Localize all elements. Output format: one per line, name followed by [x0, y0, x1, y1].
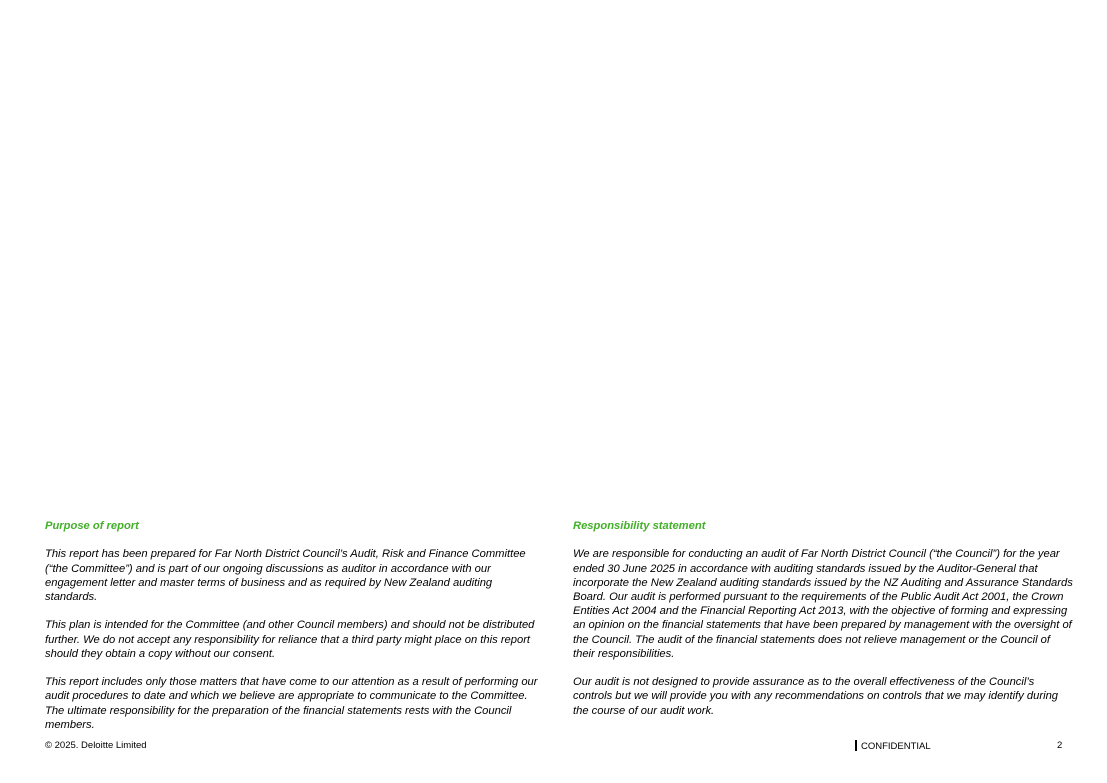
purpose-paragraph-3: This report includes only those matters that have come to our attention as a result of performing our audit procedures to date and which we believe are appropriate to communicate to the Committee. The ultimate responsibility for the preparation of the financial statements rests with the Council members.	[45, 676, 538, 731]
purpose-of-report-section	[45, 519, 545, 746]
responsibility-heading: Responsibility statement	[573, 520, 706, 532]
purpose-paragraph-1: This report has been prepared for Far North District Council’s Audit, Risk and Finance Committee (“the Committee”) and is part of our ongoing discussions as auditor in accordance with our engagement letter and master terms of business and as required by New Zealand auditing standards.	[45, 548, 526, 603]
purpose-heading: Purpose of report	[45, 520, 139, 532]
separator-bar	[855, 740, 857, 751]
footer-classification	[855, 740, 931, 752]
page-number: 2	[1057, 740, 1063, 751]
responsibility-paragraph-1: We are responsible for conducting an audit of Far North District Council (“the Council”) for the year ended 30 June 2025 in accordance with auditing standards issued by the Auditor-General that incorporate the New Zealand auditing standards issued by the NZ Auditing and Assurance Standards Board. Our audit is performed pursuant to the requirements of the Public Audit Act 2001, the Crown Entities Act 2004 and the Financial Reporting Act 2013, with the objective of forming and expressing an opinion on the financial statements that have been prepared by management with the oversight of the Council. The audit of the financial statements does not relieve management or the Council of their responsibilities.	[573, 548, 1073, 660]
responsibility-statement-section	[573, 519, 1073, 732]
classification-label: CONFIDENTIAL	[861, 741, 931, 752]
responsibility-paragraph-2: Our audit is not designed to provide assurance as to the overall effectiveness of the Council’s controls but we will provide you with any recommendations on controls that we may identify during the course of our audit work.	[573, 676, 1059, 717]
footer-copyright: © 2025. Deloitte Limited	[45, 740, 147, 751]
purpose-paragraph-2: This plan is intended for the Committee (and other Council members) and should not be distributed further. We do not accept any responsibility for reliance that a third party might place on this report should they obtain a copy without our consent.	[45, 619, 535, 660]
